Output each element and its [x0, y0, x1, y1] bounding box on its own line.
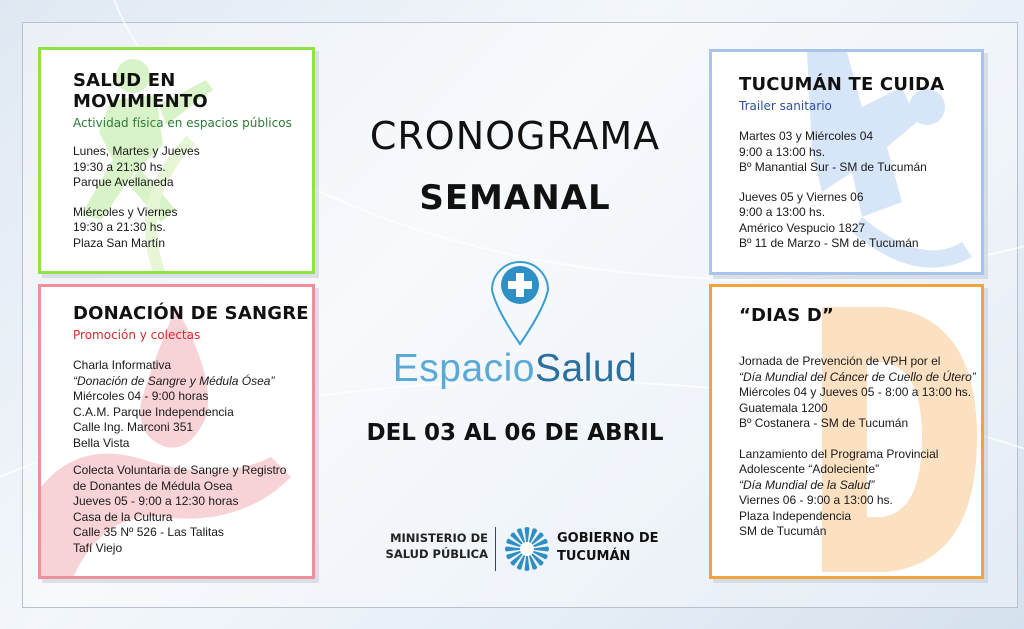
gov-line1: GOBIERNO DE [557, 531, 659, 546]
schedule-line: Calle Ing. Marconi 351 [73, 420, 194, 434]
schedule-line: Miércoles 04 y Jueves 05 - 8:00 a 13:00 hs. [739, 385, 972, 399]
schedule-line: Lunes, Martes y Jueves [73, 144, 200, 158]
schedule-line: de Donantes de Médula Osea [73, 478, 233, 493]
footer-divider [495, 527, 496, 571]
schedule-line: Plaza Independencia [739, 508, 852, 523]
schedule-block [739, 190, 981, 252]
schedule-line: “Día Mundial del Cáncer de Cuello de Útero” [739, 369, 976, 384]
schedule-line: Tafí Viejo [73, 540, 123, 555]
card-subtitle: Promoción y colectas [73, 328, 201, 342]
brand-part1: Espacio [392, 347, 535, 390]
card-title: DONACIÓN DE SANGRE [73, 303, 309, 324]
schedule-line: Colecta Voluntaria de Sangre y Registro [73, 463, 287, 477]
card-title: SALUD EN MOVIMIENTO [73, 70, 208, 112]
card-subtitle: Trailer sanitario [739, 99, 832, 113]
page-title-line2: SEMANAL [419, 178, 611, 218]
card-tucuman-te-cuida [709, 49, 984, 275]
schedule-line: 19:30 a 21:30 hs. [73, 220, 166, 234]
card-salud-en-movimiento [38, 47, 315, 274]
espacio-salud-logo [330, 347, 700, 391]
card-title: TUCUMÁN TE CUIDA [739, 74, 945, 95]
schedule-line: 9:00 a 13:00 hs. [739, 144, 826, 159]
card-donacion-de-sangre [38, 284, 315, 579]
schedule-line: Américo Vespucio 1827 [739, 220, 866, 235]
schedule-block [73, 205, 312, 252]
card-dias-d [709, 284, 984, 579]
ministry-line2: SALUD PÚBLICA [385, 547, 488, 561]
schedule-line: Bº Manantial Sur - SM de Tucumán [739, 160, 927, 174]
schedule-line: Calle 35 Nº 526 - Las Talitas [73, 525, 224, 539]
location-pin-cross-icon [488, 254, 552, 346]
schedule-block [73, 144, 312, 191]
schedule-block [739, 447, 981, 540]
schedule-line: Viernes 06 - 9:00 a 13:00 hs. [739, 493, 893, 507]
schedule-line: Casa de la Cultura [73, 509, 173, 524]
schedule-line: Jueves 05 y Viernes 06 [739, 189, 864, 204]
schedule-line: Jueves 05 - 9:00 a 12:30 horas [73, 494, 239, 508]
schedule-line: Bº 11 de Marzo - SM de Tucumán [739, 236, 919, 250]
schedule-line: Bella Vista [73, 435, 130, 450]
schedule-line: “Donación de Sangre y Médula Ósea” [73, 373, 275, 388]
ministry-logo-text [380, 530, 488, 562]
schedule-line: Lanzamiento del Programa Provincial [739, 446, 939, 461]
schedule-line: Bº Costanera - SM de Tucumán [739, 416, 909, 430]
schedule-line: SM de Tucumán [739, 524, 827, 538]
schedule-block [73, 358, 312, 451]
schedule-line: Plaza San Martín [73, 235, 166, 250]
schedule-block [739, 129, 981, 176]
schedule-line: Martes 03 y Miércoles 04 [739, 129, 874, 143]
date-range: DEL 03 AL 06 DE ABRIL [366, 420, 664, 446]
schedule-line: 9:00 a 13:00 hs. [739, 205, 826, 219]
schedule-line: Parque Avellaneda [73, 175, 174, 189]
schedule-line: Charla Informativa [73, 358, 172, 372]
schedule-line: 19:30 a 21:30 hs. [73, 159, 166, 174]
schedule-line: Miércoles 04 - 9:00 horas [73, 389, 209, 403]
card-subtitle: Actividad física en espacios públicos [73, 116, 292, 130]
schedule-line: Guatemala 1200 [739, 400, 828, 415]
gov-line2: TUCUMÁN [557, 549, 631, 564]
schedule-line: Adolescente “Adoleciente” [739, 462, 880, 476]
page-title-line1: CRONOGRAMA [369, 114, 661, 158]
schedule-block [73, 463, 312, 556]
schedule-line: Miércoles y Viernes [73, 204, 178, 219]
schedule-line: “Día Mundial de la Salud” [739, 477, 875, 492]
schedule-line: C.A.M. Parque Independencia [73, 404, 234, 419]
schedule-block [739, 354, 981, 432]
schedule-line: Jornada de Prevención de VPH por el [739, 354, 941, 368]
card-title: “DIAS D” [739, 305, 835, 326]
government-logo-text [557, 530, 659, 566]
government-sun-icon [503, 525, 551, 573]
ministry-line1: MINISTERIO DE [390, 531, 488, 545]
brand-part2: Salud [535, 347, 638, 390]
